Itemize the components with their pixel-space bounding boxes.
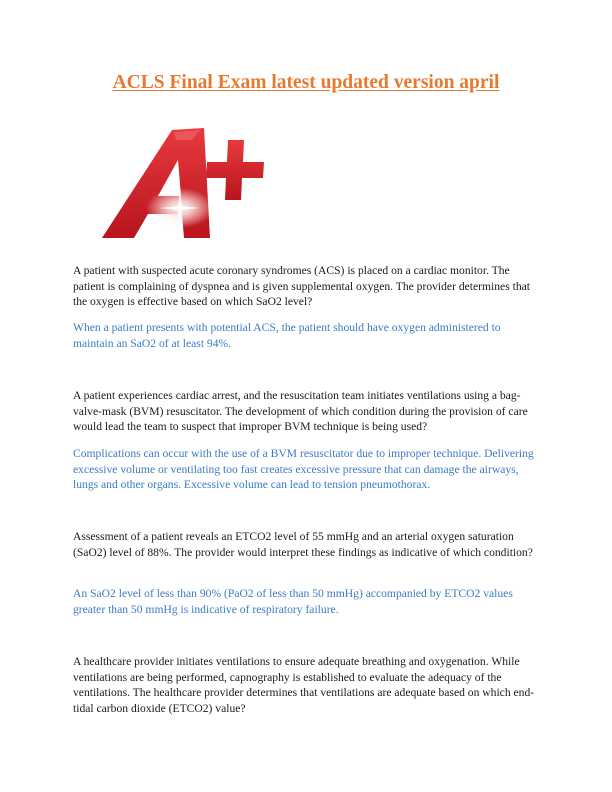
- document-title: ACLS Final Exam latest updated version april: [112, 72, 500, 93]
- question-1: A patient with suspected acute coronary syndromes (ACS) is placed on a cardiac monitor. The patient is complaining of dyspnea and is given supplemental oxygen. The provider determines that the oxygen is effective based on which SaO2 level?: [73, 264, 530, 309]
- question-3: Assessment of a patient reveals an ETCO2 level of 55 mmHg and an arterial oxygen saturation (SaO2) level of 88%. The provider would interpret these findings as indicative of which condition?: [73, 530, 533, 559]
- answer-3: An SaO2 level of less than 90% (PaO2 of less than 50 mmHg) accompanied by ETCO2 values greater than 50 mmHg is indicative of respiratory failure.: [73, 587, 513, 616]
- question-4: A healthcare provider initiates ventilations to ensure adequate breathing and oxygenation. While ventilations are being performed, capnography is established to evaluate the adequacy of the ventilations. The healthcare provider determines that ventilations are adequate based on which end-tidal carbon dioxide (ETCO2) value?: [73, 655, 535, 715]
- answer-1: When a patient presents with potential ACS, the patient should have oxygen administered to maintain an SaO2 of at least 94%.: [73, 321, 501, 350]
- answer-2: Complications can occur with the use of a BVM resuscitator due to improper technique. Delivering excessive volume or ventilating too fast creates excessive pressure that can damage the airways, lungs and other organs. Excessive volume can lead to tension pneumothorax.: [73, 447, 534, 492]
- question-2: A patient experiences cardiac arrest, and the resuscitation team initiates ventilations using a bag-valve-mask (BVM) resuscitator. The development of which condition during the provision of care would lead the team to suspect that improper BVM technique is being used?: [73, 389, 528, 434]
- a-plus-grade-icon: [96, 118, 266, 243]
